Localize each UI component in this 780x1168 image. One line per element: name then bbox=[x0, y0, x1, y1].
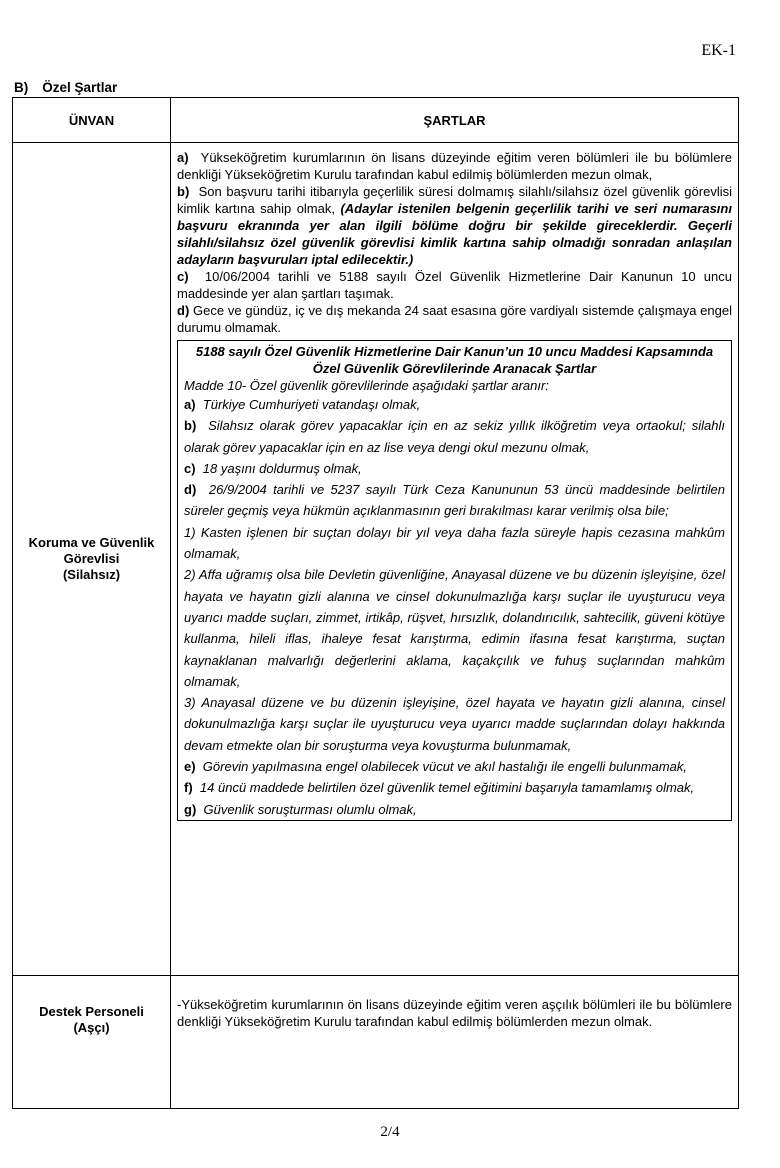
law-item: 3) Anayasal düzene ve bu düzenin işleyişine, özel hayata ve hayatın gizli alanına, cinsel dokunulmazlığa karşı suçlar ile uyuşturucu veya uyarıcı madde suçlarından dolayı hakkında devam etmekte olan bir soruşturma veya kovuşturma bulunmamak, bbox=[184, 695, 725, 753]
law-article-box bbox=[177, 340, 732, 821]
section-title-text: Özel Şartlar bbox=[42, 80, 118, 95]
requirement-b-note: (Adaylar istenilen belgenin geçerlilik tarihi ve seri numarasını başvuru ekranında yer alan ilgili bölüme doğru bir şekilde gireceklerdir. Geçerli silahlı/silahsız özel güvenlik görevlisi kimlik kartına sahip olmadığı sonradan anlaşılan adayların başvuruları iptal edilecektir.) bbox=[177, 201, 732, 267]
table-row bbox=[13, 143, 739, 976]
table-row bbox=[13, 976, 739, 1109]
law-item: b) Silahsız olarak görev yapacaklar için en az sekiz yıllık ilköğretim veya ortaokul; silahlı olarak görev yapacaklar için en az lise veya dengi okul mezunu olmak, bbox=[184, 418, 725, 455]
requirement-a: a) Yükseköğretim kurumlarının ön lisans düzeyinde eğitim veren bölümleri ile bu bölümlere denkliği Yükseköğretim Kurulu tarafından kabul edilmiş bölümlerden mezun olmak, bbox=[177, 150, 732, 182]
requirement-b: b) Son başvuru tarihi itibarıyla geçerlilik süresi dolmamış silahlı/silahsız özel güvenlik görevlisi kimlik kartına sahip olmak, (Adaylar istenilen belgenin geçerlilik tarihi ve seri numarasını başvuru ekranında yer alan ilgili bölüme doğru bir şekilde gireceklerdir. Geçerli silahlı/silahsız özel güvenlik görevlisi kimlik kartına sahip olmadığı sonradan anlaşılan adayların başvuruları iptal edilecektir.) bbox=[177, 184, 732, 267]
requirement-d: d) Gece ve gündüz, iç ve dış mekanda 24 saat esasına göre vardiyalı sistemde çalışmaya engel durumu olmamak. bbox=[177, 303, 732, 335]
law-item: 1) Kasten işlenen bir suçtan dolayı bir yıl veya daha fazla süreyle hapis cezasına mahkûm olmamak, bbox=[184, 524, 725, 562]
law-item: 2) Affa uğramış olsa bile Devletin güvenliğine, Anayasal düzene ve bu düzenin işleyişine, özel hayata ve hayatın gizli alanına ve cinsel dokunulmazlığa karşı suçlar ile uyuşturucu veya uyarıcı madde suçları, zimmet, irtikâp, rüşvet, hırsızlık, dolandırıcılık, sahtecilik, güveni kötüye kullanma, hileli iflas, ihaleye fesat karıştırma, edimin ifasına fesat karıştırma, suçtan kaynaklanan malvarlığı değerlerini aklama, kaçakçılık ve fuhuş suçlarından mahkûm olmamak, bbox=[184, 567, 725, 689]
law-item: a) Türkiye Cumhuriyeti vatandaşı olmak, bbox=[184, 397, 421, 412]
position-title-cook bbox=[13, 976, 171, 1109]
position-title-security bbox=[13, 143, 171, 976]
law-items bbox=[184, 394, 725, 820]
section-title bbox=[14, 80, 117, 95]
cook-requirement: -Yükseköğretim kurumlarının ön lisans düzeyinde eğitim veren aşçılık bölümleri ile bu bölümlere denkliği Yükseköğretim Kurulu tarafından kabul edilmiş bölümlerden mezun olmak. bbox=[171, 976, 739, 1109]
position-title-line: (Aşçı) bbox=[73, 1020, 110, 1035]
position-title-line: Destek Personeli bbox=[39, 1004, 144, 1019]
table-header-row bbox=[13, 98, 739, 143]
header-unvan: ÜNVAN bbox=[13, 98, 171, 143]
position-title-line: (Silahsız) bbox=[62, 567, 121, 582]
position-title-line: Görevlisi bbox=[63, 551, 120, 566]
annex-label: EK-1 bbox=[701, 42, 736, 59]
requirement-c: c) 10/06/2004 tarihli ve 5188 sayılı Özel Güvenlik Hizmetlerine Dair Kanunun 10 uncu maddesinde yer alan şartları taşımak. bbox=[177, 269, 732, 301]
header-sartlar: ŞARTLAR bbox=[171, 98, 739, 143]
law-title: 5188 sayılı Özel Güvenlik Hizmetlerine Dair Kanun’un 10 uncu Maddesi Kapsamında Özel Güvenlik Görevlilerinde Aranacak Şartlar bbox=[195, 344, 714, 376]
section-letter: B) bbox=[14, 80, 29, 95]
page-number: 2/4 bbox=[380, 1124, 400, 1140]
law-item: f) 14 üncü maddede belirtilen özel güvenlik temel eğitimini başarıyla tamamlamış olmak, bbox=[184, 780, 695, 796]
law-item: g) Güvenlik soruşturması olumlu olmak, bbox=[184, 801, 417, 817]
requirements-table bbox=[12, 97, 739, 1109]
law-lead: Madde 10- Özel güvenlik görevlilerinde aşağıdaki şartlar aranır: bbox=[184, 378, 549, 393]
requirements-cell bbox=[171, 143, 739, 976]
law-item: d) 26/9/2004 tarihli ve 5237 sayılı Türk Ceza Kanununun 53 üncü maddesinde belirtilen süreler geçmiş veya hükmün açıklanmasının geri bırakılması karar verilmiş olsa bile; bbox=[184, 482, 725, 519]
position-title-line: Koruma ve Güvenlik bbox=[28, 535, 155, 550]
law-item: e) Görevin yapılmasına engel olabilecek vücut ve akıl hastalığı ile engelli bulunmamak, bbox=[184, 759, 687, 775]
law-item: c) 18 yaşını doldurmuş olmak, bbox=[184, 460, 362, 476]
